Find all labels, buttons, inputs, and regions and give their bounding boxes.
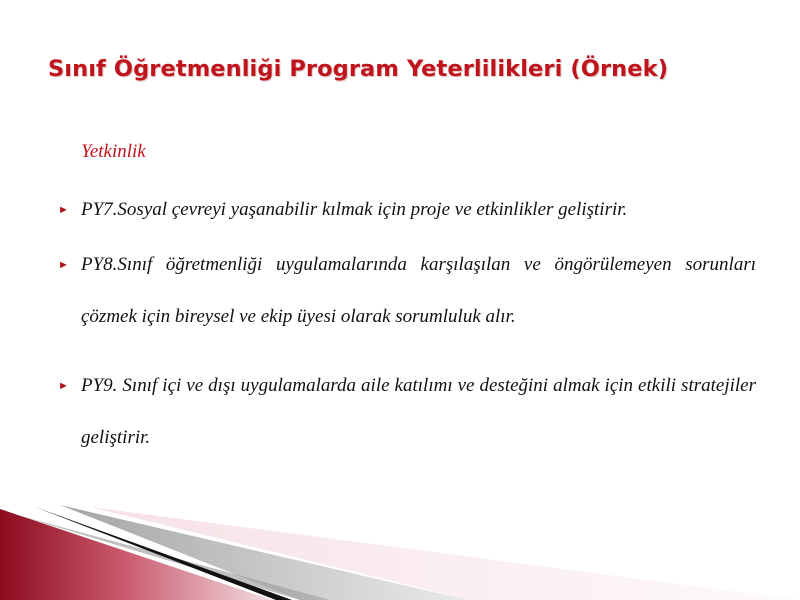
bullet-item <box>56 239 756 343</box>
bullet-text: PY9. Sınıf içi ve dışı uygulamalarda aile katılımı ve desteğini almak için etkili stratejiler geliştirir. <box>81 375 756 448</box>
bullet-text: PY7.Sosyal çevreyi yaşanabilir kılmak için proje ve etkinlikler geliştirir. <box>81 199 628 220</box>
bullet-list <box>56 190 756 481</box>
bullet-arrow-icon: ► <box>58 204 69 216</box>
slide-title: Sınıf Öğretmenliği Program Yeterlilikleri (Örnek) <box>48 56 669 82</box>
bullet-item <box>56 360 756 464</box>
slide-subtitle: Yetkinlik <box>81 141 146 162</box>
bullet-text: PY8.Sınıf öğretmenliği uygulamalarında karşılaşılan ve öngörülemeyen sorunları çözmek için bireysel ve ekip üyesi olarak sorumluluk alır. <box>81 254 756 327</box>
bullet-arrow-icon: ► <box>58 380 69 392</box>
decorative-swoosh <box>0 495 800 600</box>
bullet-item <box>56 190 756 230</box>
bullet-arrow-icon: ► <box>58 259 69 271</box>
